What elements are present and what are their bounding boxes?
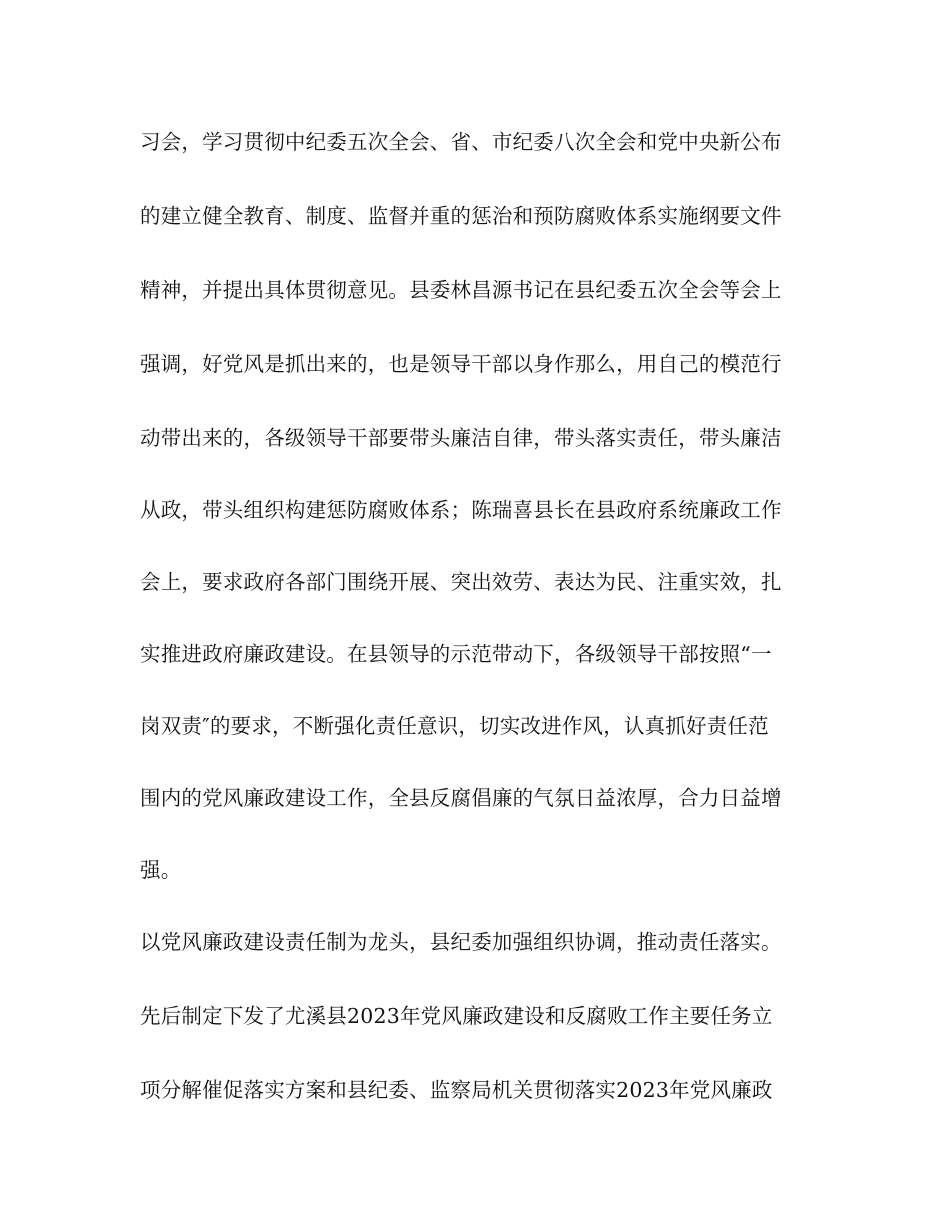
text-line: 的建立健全教育、制度、监督并重的惩治和预防腐败体系实施纲要文件 <box>140 204 782 228</box>
text-line: 动带出来的，各级领导干部要带头廉洁自律，带头落实责任，带头廉洁 <box>140 426 782 450</box>
text-line: 实推进政府廉政建设。在县领导的示范带动下，各级领导干部按照“一 <box>140 642 772 666</box>
text-line: 会上，要求政府各部门围绕开展、突出效劳、表达为民、注重实效，扎 <box>140 570 782 594</box>
text-line: 习会，学习贯彻中纪委五次全会、省、市纪委八次全会和党中央新公布 <box>140 130 782 154</box>
text-line: 项分解催促落实方案和县纪委、监察局机关贯彻落实2023年党风廉政 <box>140 1078 773 1102</box>
text-line: 围内的党风廉政建设工作，全县反腐倡廉的气氛日益浓厚，合力日益增 <box>140 786 782 810</box>
text-line: 精神，并提出具体贯彻意见。县委林昌源书记在县纪委五次全会等会上 <box>140 278 782 302</box>
text-line: 强调，好党风是抓出来的，也是领导干部以身作那么，用自己的模范行 <box>140 352 782 376</box>
text-line: 强。 <box>140 858 182 882</box>
text-line: 岗双责″的要求，不断强化责任意识，切实改进作风，认真抓好责任范 <box>140 714 769 738</box>
text-line: 先后制定下发了尤溪县2023年党风廉政建设和反腐败工作主要任务立 <box>140 1004 773 1028</box>
text-line: 从政，带头组织构建惩防腐败体系；陈瑞喜县长在县政府系统廉政工作 <box>140 498 782 522</box>
text-line: 以党风廉政建设责任制为龙头，县纪委加强组织协调，推动责任落实。 <box>140 930 782 954</box>
